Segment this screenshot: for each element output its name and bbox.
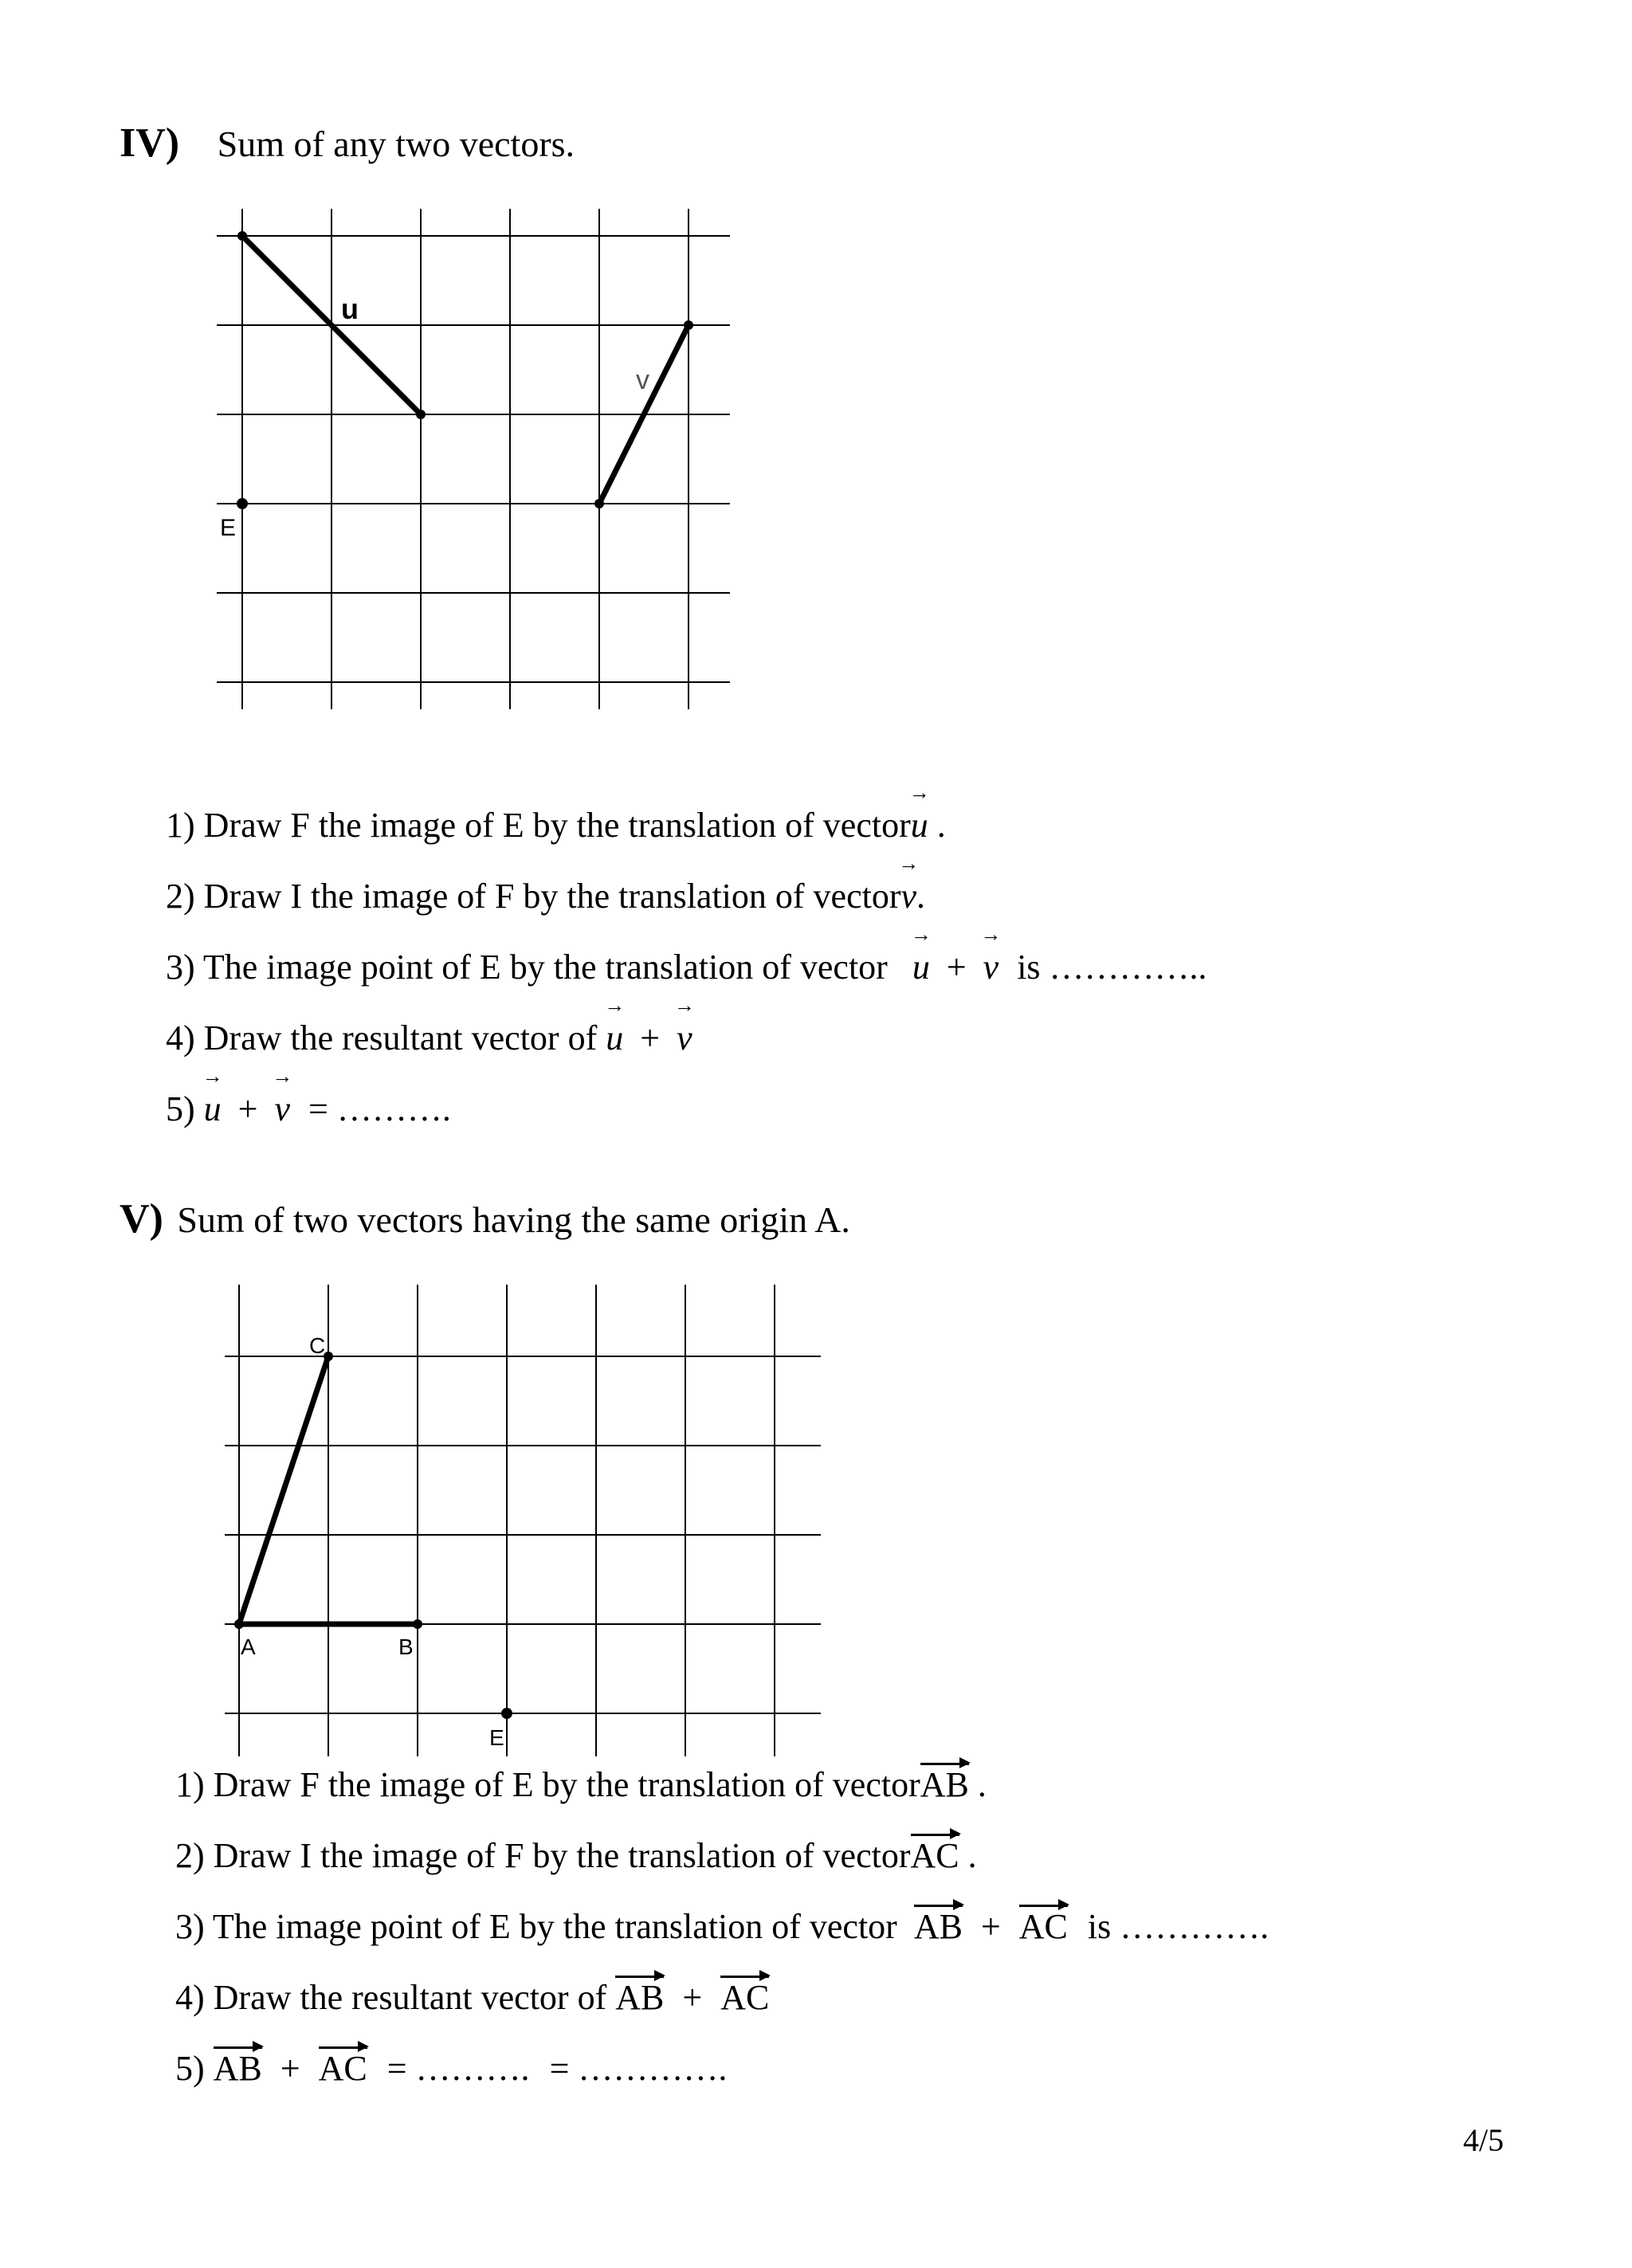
question-5-2-end: . [959, 1836, 977, 1875]
vector-ab-symbol: AB [213, 2049, 262, 2088]
vector-ab-symbol: AB [920, 1765, 969, 1804]
question-5-5 [175, 2048, 727, 2089]
question-4-1 [166, 805, 946, 846]
question-4-2 [166, 876, 925, 916]
question-4-1-text: 1) Draw F the image of E by the translation of vector [166, 806, 911, 845]
question-4-5-number: 5) [166, 1089, 195, 1128]
vector-v-symbol: → v [677, 1018, 692, 1058]
question-5-4-text: 4) Draw the resultant vector of [175, 1978, 607, 2017]
section-4-title: Sum of any two vectors. [217, 124, 575, 164]
plus-sign: + [682, 1978, 703, 2017]
vector-v-symbol: → v [983, 947, 999, 987]
vector-ab-symbol: AB [615, 1978, 665, 2017]
vector-ac-segment [239, 1356, 328, 1624]
vector-v-end-point [684, 320, 693, 330]
page-number: 4/5 [1463, 2122, 1504, 2158]
question-5-1-end: . [968, 1765, 987, 1804]
vector-ac-symbol: AC [1018, 1907, 1068, 1946]
section-4-numeral: IV) [120, 120, 180, 166]
label-e-5: E [489, 1725, 504, 1750]
vector-u-symbol: → u [912, 947, 930, 987]
vector-ac-symbol: AC [318, 2049, 367, 2088]
vector-u-start-point [237, 231, 247, 241]
label-u: u [341, 292, 359, 325]
question-4-1-end: . [928, 806, 946, 845]
vector-v-symbol: → v [274, 1089, 290, 1129]
point-b [413, 1619, 422, 1629]
vector-v-symbol: → v [901, 876, 917, 916]
answer-blank: = ………. [308, 1089, 451, 1128]
question-4-4-text: 4) Draw the resultant vector of [166, 1018, 598, 1057]
label-e-4: E [220, 515, 237, 541]
question-4-3 [166, 947, 1207, 987]
vector-ab-symbol: AB [913, 1907, 963, 1946]
plus-sign: + [280, 2049, 300, 2088]
plus-sign: + [640, 1018, 661, 1057]
answer-blank: is …………. [1087, 1907, 1269, 1946]
vector-v-start-point [594, 499, 604, 508]
section-5-title: Sum of two vectors having the same origin A. [177, 1199, 850, 1240]
question-5-3-text: 3) The image point of E by the translation of vector [175, 1907, 897, 1946]
label-c: C [309, 1333, 326, 1358]
question-4-2-end: . [916, 877, 926, 916]
section-5-heading [120, 1195, 850, 1242]
point-e-5 [501, 1708, 512, 1719]
answer-blank: = ………. [386, 2049, 530, 2088]
answer-blank: is ………….. [1017, 948, 1207, 987]
question-4-5 [166, 1089, 451, 1129]
label-v: v [636, 365, 649, 395]
question-4-3-text: 3) The image point of E by the translation of vector [166, 948, 888, 987]
point-e-4 [237, 498, 248, 509]
question-4-4 [166, 1018, 692, 1058]
vector-ac-symbol: AC [720, 1978, 770, 2017]
section-5-numeral: V) [120, 1196, 163, 1242]
vector-u-symbol: → u [911, 805, 928, 846]
plus-sign: + [946, 948, 967, 987]
vector-u-end-point [416, 410, 426, 419]
vector-ac-symbol: AC [910, 1836, 959, 1875]
vector-u-symbol: → u [204, 1089, 222, 1129]
plus-sign: + [237, 1089, 258, 1128]
question-5-4 [175, 1977, 769, 2018]
answer-blank: = …………. [549, 2049, 728, 2088]
question-4-2-text: 2) Draw I the image of F by the translation of vector [166, 877, 901, 916]
question-5-1-text: 1) Draw F the image of E by the translation of vector [175, 1765, 920, 1804]
label-b: B [398, 1634, 414, 1659]
vector-u-symbol: → u [606, 1018, 623, 1058]
question-5-2 [175, 1835, 977, 1876]
label-a: A [241, 1634, 256, 1659]
point-a [234, 1619, 244, 1629]
question-5-2-text: 2) Draw I the image of F by the translation of vector [175, 1836, 911, 1875]
question-5-5-number: 5) [175, 2049, 205, 2088]
question-5-1 [175, 1764, 987, 1805]
plus-sign: + [980, 1907, 1001, 1946]
question-5-3 [175, 1906, 1269, 1947]
